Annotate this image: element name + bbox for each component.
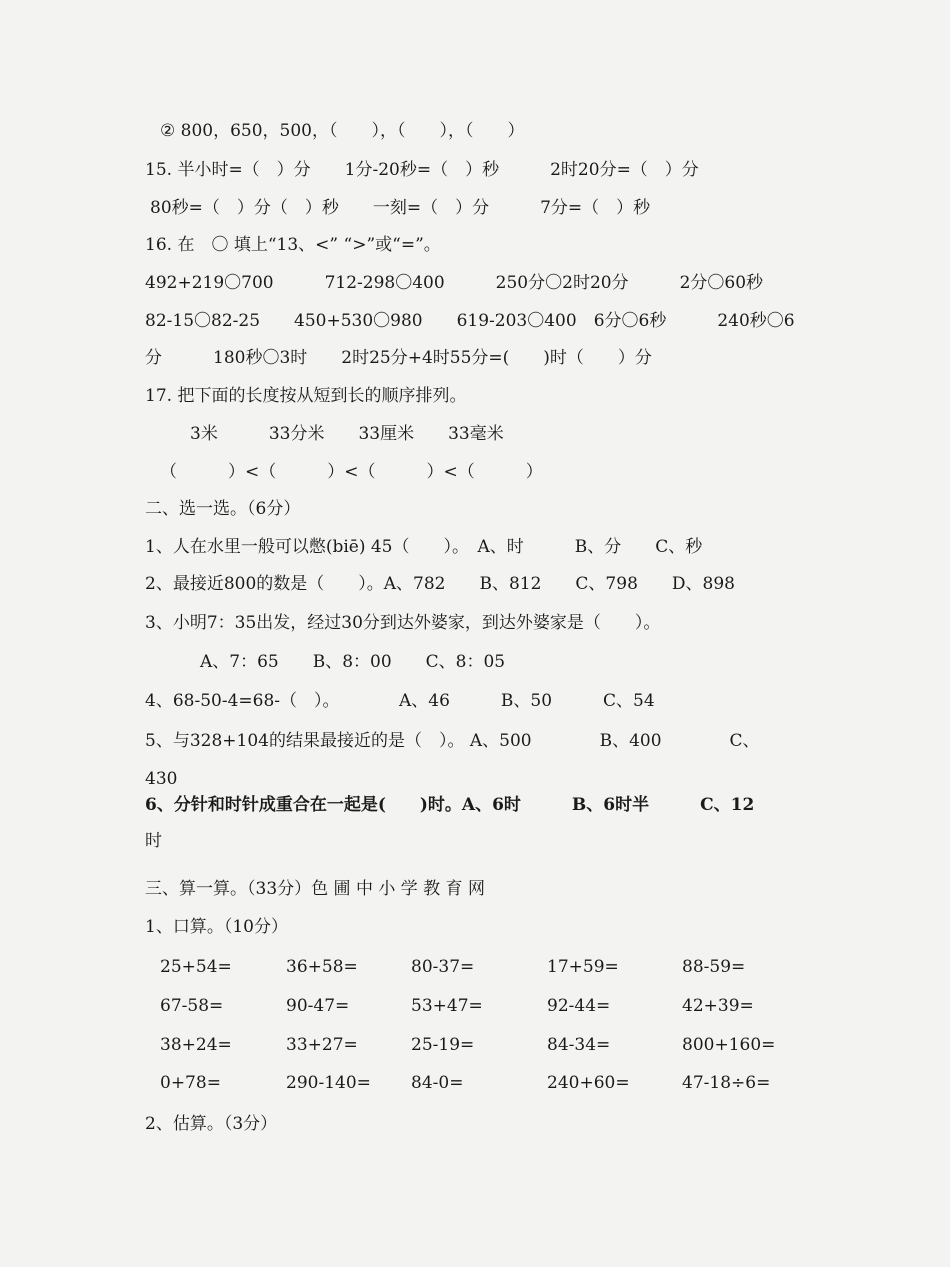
oral-calc-item: 90-47= (286, 996, 350, 1016)
q15-line-1: 15. 半小时=（ ）分 1分-20秒=（ ）秒 2时20分=（ ）分 (145, 160, 699, 180)
oral-calc-item: 25-19= (411, 1035, 475, 1055)
oral-calc-item: 290-140= (286, 1073, 371, 1093)
choice-q5-cont: 430 (145, 769, 178, 789)
oral-calc-item: 36+58= (286, 957, 358, 977)
oral-calc-item: 38+24= (160, 1035, 232, 1055)
oral-calc-item: 42+39= (682, 996, 754, 1016)
choice-q3: 3、小明7：35出发，经过30分到达外婆家，到达外婆家是（ ）。 (145, 613, 661, 633)
choice-q4: 4、68-50-4=68-（ ）。 A、46 B、50 C、54 (145, 691, 655, 711)
oral-calc-item: 33+27= (286, 1035, 358, 1055)
q15-line-2: 80秒=（ ）分（ ）秒 一刻=（ ）分 7分=（ ）秒 (150, 198, 651, 218)
q16-line-1: 492+219〇700 712-298〇400 250分〇2时20分 2分〇60秒 (145, 273, 764, 293)
choice-q5: 5、与328+104的结果最接近的是（ ）。 A、500 B、400 C、 (145, 731, 760, 751)
oral-calc-item: 0+78= (160, 1073, 221, 1093)
choice-q1: 1、人在水里一般可以憋(biē) 45（ ）。 A、时 B、分 C、秒 (145, 537, 703, 557)
choice-q3-options: A、7：65 B、8：00 C、8：05 (200, 652, 506, 672)
oral-calc-item: 80-37= (411, 957, 475, 977)
oral-calc-item: 240+60= (547, 1073, 630, 1093)
q14-sequence-line: ② 800，650，500，（ ），（ ），（ ） (160, 121, 525, 141)
oral-calc-heading: 1、口算。（10分） (145, 917, 288, 937)
q17-title: 17. 把下面的长度按从短到长的顺序排列。 (145, 386, 467, 406)
oral-calc-item: 92-44= (547, 996, 611, 1016)
choice-q6-cont: 时 (145, 831, 162, 851)
oral-calc-item: 47-18÷6= (682, 1073, 771, 1093)
oral-calc-item: 84-34= (547, 1035, 611, 1055)
estimate-heading: 2、估算。（3分） (145, 1114, 278, 1134)
oral-calc-item: 17+59= (547, 957, 619, 977)
oral-calc-item: 84-0= (411, 1073, 464, 1093)
q16-line-3: 分 180秒〇3时 2时25分+4时55分=( )时（ ）分 (145, 348, 652, 368)
q16-title: 16. 在 〇 填上“13、<” “>”或“=”。 (145, 235, 441, 255)
oral-calc-item: 25+54= (160, 957, 232, 977)
q17-lengths: 3米 33分米 33厘米 33毫米 (190, 424, 504, 444)
oral-calc-item: 53+47= (411, 996, 483, 1016)
choice-q6: 6、分针和时针成重合在一起是( )时。A、6时 B、6时半 C、12 (145, 795, 755, 815)
section-2-heading: 二、选一选。（6分） (145, 499, 301, 519)
section-3-heading: 三、算一算。（33分）色 圃 中 小 学 教 育 网 (145, 879, 485, 899)
q17-blanks: （ ）<（ ）<（ ）<（ ） (160, 462, 543, 482)
choice-q2: 2、最接近800的数是（ ）。A、782 B、812 C、798 D、898 (145, 574, 735, 594)
oral-calc-item: 88-59= (682, 957, 746, 977)
oral-calc-item: 800+160= (682, 1035, 776, 1055)
q16-line-2: 82-15〇82-25 450+530〇980 619-203〇400 6分〇6秒 240秒〇6 (145, 311, 795, 331)
oral-calc-item: 67-58= (160, 996, 224, 1016)
